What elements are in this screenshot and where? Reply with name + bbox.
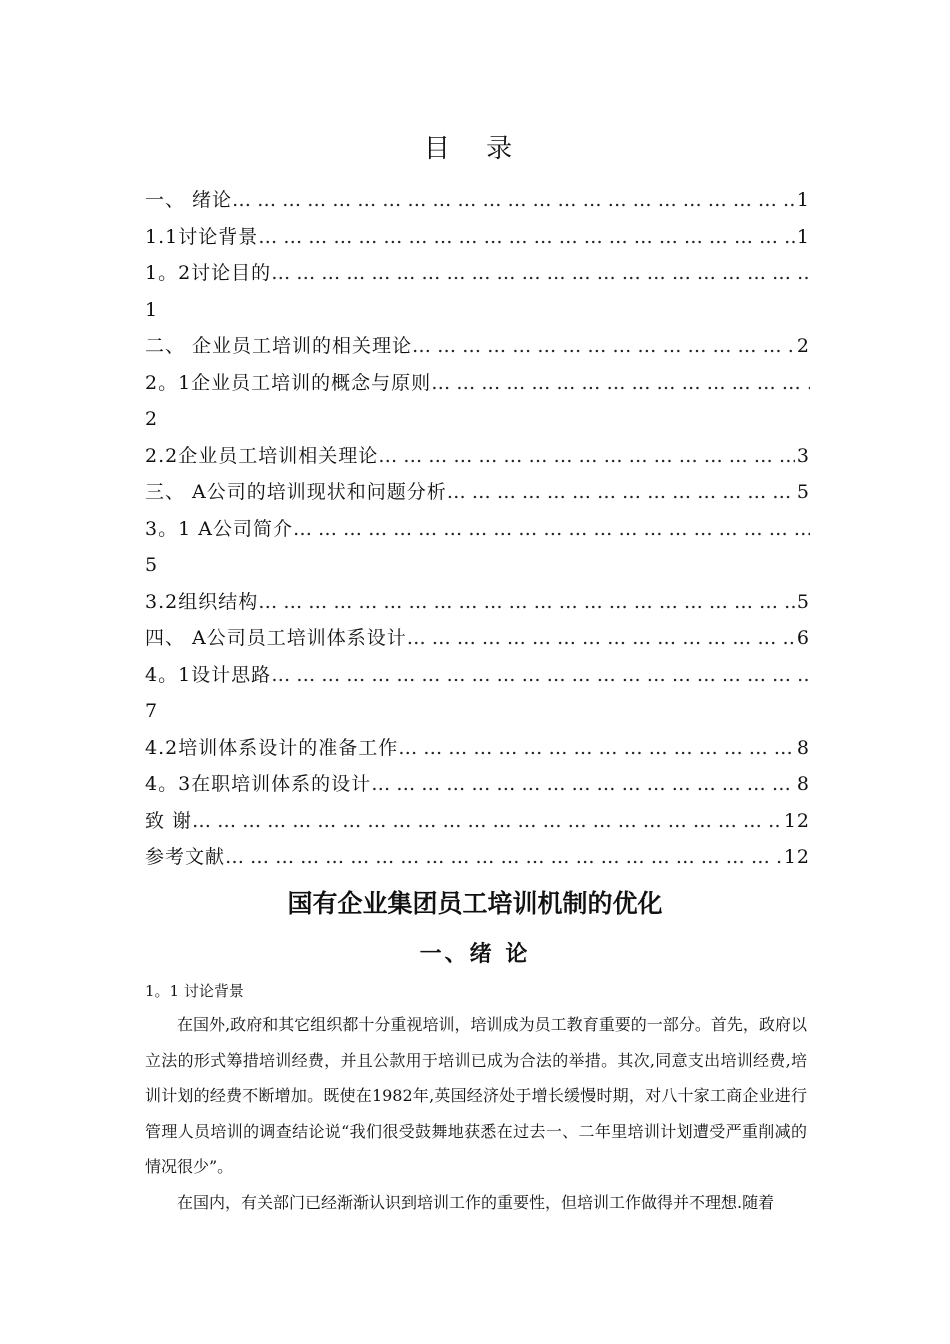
toc-entry-page: 12 bbox=[783, 809, 810, 832]
toc-entry[interactable] bbox=[145, 839, 810, 876]
toc-entry-page: 5 bbox=[145, 554, 158, 576]
toc-entry[interactable] bbox=[145, 511, 810, 548]
toc-entry-label: 3。1 A公司简介 bbox=[145, 517, 293, 540]
toc-entry-page: 8 bbox=[796, 736, 810, 759]
toc-entry-label: 致 谢 bbox=[145, 809, 193, 832]
toc-entry-label: 4.2培训体系设计的准备工作 bbox=[145, 736, 399, 759]
toc-entry[interactable] bbox=[145, 584, 810, 621]
toc-entry-label: 4。1设计思路 bbox=[145, 663, 272, 686]
chapter-title: 一、绪 论 bbox=[419, 942, 531, 967]
table-of-contents bbox=[145, 182, 810, 876]
toc-entry[interactable] bbox=[145, 766, 810, 803]
toc-leader-dots bbox=[431, 365, 810, 402]
toc-leader-dots bbox=[258, 584, 795, 621]
toc-entry[interactable] bbox=[145, 365, 810, 402]
body-text bbox=[145, 1007, 807, 1220]
toc-entry-page: 6 bbox=[796, 627, 810, 649]
toc-entry[interactable] bbox=[145, 219, 810, 256]
toc-entry-page: 5 bbox=[796, 590, 810, 613]
toc-leader-dots bbox=[258, 219, 795, 256]
toc-entry-page: 2 bbox=[145, 408, 158, 430]
toc-entry[interactable] bbox=[145, 657, 810, 694]
toc-entry-label: 二、 企业员工培训的相关理论 bbox=[145, 335, 413, 357]
toc-entry[interactable] bbox=[145, 730, 810, 767]
toc-entry-label: 2.2企业员工培训相关理论 bbox=[145, 444, 379, 467]
section-heading: 1。1 讨论背景 bbox=[145, 982, 244, 1000]
toc-leader-dots bbox=[447, 474, 795, 511]
toc-entry-page: 5 bbox=[796, 481, 810, 503]
toc-entry[interactable] bbox=[145, 255, 810, 292]
toc-entry-label: 一、 绪论 bbox=[145, 189, 233, 211]
toc-entry-label: 3.2组织结构 bbox=[145, 590, 259, 613]
toc-entry-page: 8 bbox=[796, 773, 810, 795]
toc-leader-dots bbox=[271, 255, 810, 292]
toc-leader-dots bbox=[412, 328, 795, 365]
toc-title: 目 录 bbox=[423, 134, 527, 164]
toc-entry-label: 2。1企业员工培训的概念与原则 bbox=[145, 371, 432, 394]
toc-leader-dots bbox=[371, 766, 795, 803]
toc-entry[interactable] bbox=[145, 620, 810, 657]
toc-leader-dots bbox=[232, 182, 795, 219]
toc-entry-page: 1 bbox=[796, 225, 810, 248]
toc-leader-dots bbox=[225, 839, 782, 876]
paragraph: 在国外,政府和其它组织都十分重视培训，培训成为员工教育重要的一部分。首先，政府以立法的形式筹措培训经费，并且公款用于培训已成为合法的举措。其次,同意支出培训经费,培训计划的经费不断增加。既使在1982年,英国经济处于增长缓慢时期，对八十家工商企业进行管理人员培训的调查结论说“我们很受鼓舞地获悉在过去一、二年里培训计划遭受严重削减的情况很少”。 bbox=[145, 1015, 807, 1176]
document-title: 国有企业集团员工培训机制的优化 bbox=[287, 889, 663, 918]
toc-entry-label: 1。2讨论目的 bbox=[145, 262, 272, 284]
toc-leader-dots bbox=[271, 657, 810, 694]
toc-entry[interactable] bbox=[145, 474, 810, 511]
toc-entry-page: 2 bbox=[796, 335, 810, 357]
toc-entry[interactable] bbox=[145, 438, 810, 475]
paragraph: 在国内，有关部门已经渐渐认识到培训工作的重要性，但培训工作做得并不理想.随着 bbox=[177, 1192, 775, 1212]
toc-entry-page: 12 bbox=[783, 846, 810, 868]
toc-entry[interactable] bbox=[145, 803, 810, 840]
toc-entry-label: 三、 A公司的培训现状和问题分析 bbox=[145, 481, 447, 503]
toc-leader-dots bbox=[398, 730, 795, 767]
toc-entry-label: 四、 A公司员工培训体系设计 bbox=[145, 627, 407, 649]
toc-entry-page: 3 bbox=[796, 444, 810, 467]
toc-leader-dots bbox=[192, 803, 782, 840]
toc-entry-page: 1 bbox=[145, 298, 158, 321]
toc-entry[interactable] bbox=[145, 328, 810, 365]
toc-leader-dots bbox=[293, 511, 810, 548]
toc-entry-label: 4。3在职培训体系的设计 bbox=[145, 773, 372, 795]
toc-leader-dots bbox=[407, 620, 795, 657]
toc-entry-label: 参考文献 bbox=[145, 846, 226, 868]
toc-entry-page: 1 bbox=[796, 189, 810, 211]
toc-entry[interactable] bbox=[145, 182, 810, 219]
toc-entry-label: 1.1讨论背景 bbox=[145, 225, 259, 248]
toc-entry-page: 7 bbox=[145, 700, 158, 722]
toc-leader-dots bbox=[378, 438, 795, 475]
